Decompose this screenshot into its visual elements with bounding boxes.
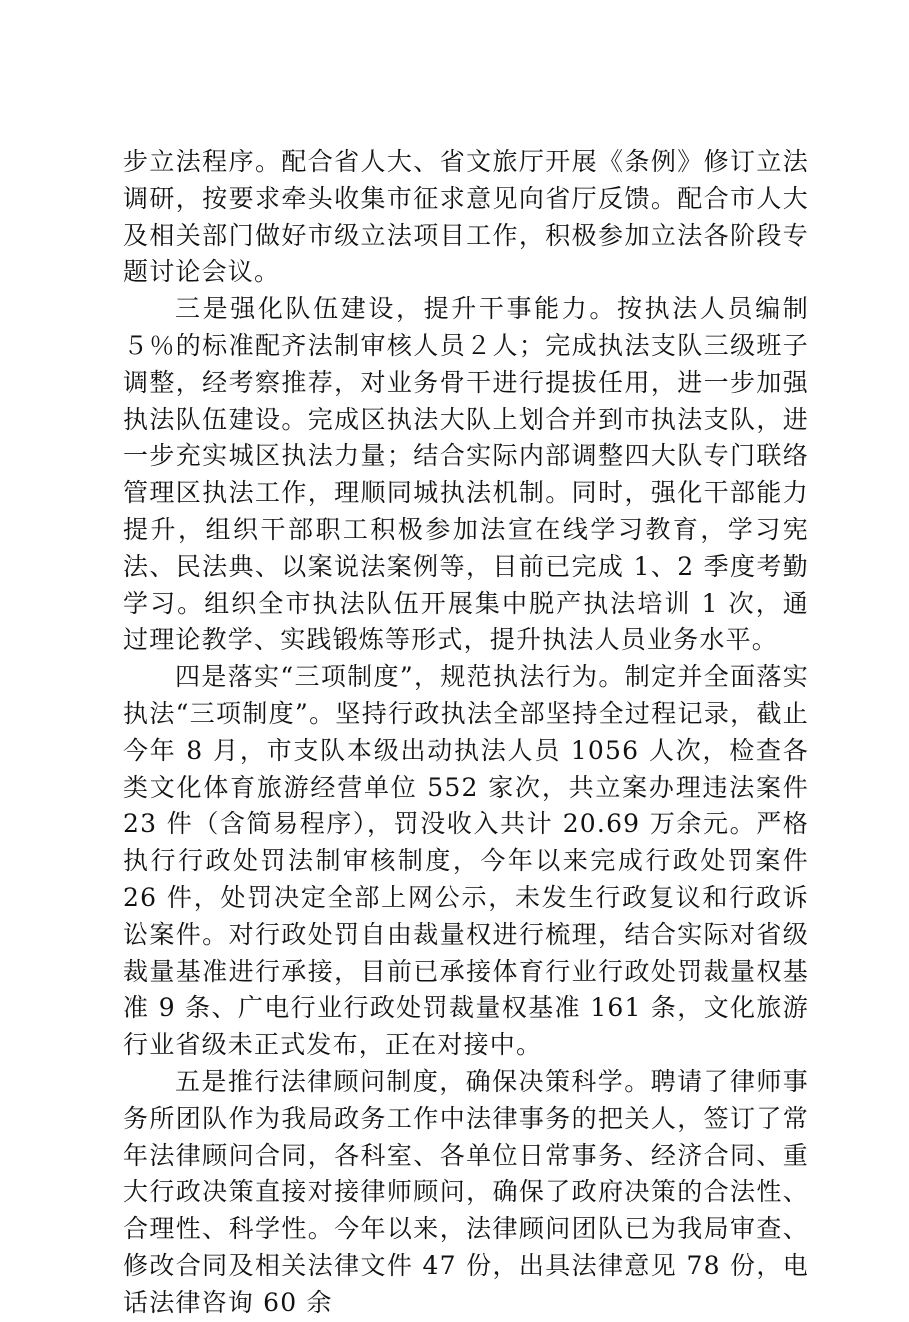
paragraph-legislation: 步立法程序。配合省人大、省文旅厅开展《条例》修订立法调研，按要求牵头收集市征求意见向省厅反馈。配合市人大及相关部门做好市级立法项目工作，积极参加立法各阶段专题讨论会议。	[123, 147, 809, 287]
paragraph-legal-counsel: 五是推行法律顾问制度，确保决策科学。聘请了律师事务所团队作为我局政务工作中法律事务的把关人，签订了常年法律顾问合同，各科室、各单位日常事务、经济合同、重大行政决策直接对接律师顾问，确保了政府决策的合法性、合理性、科学性。今年以来，法律顾问团队已为我局审查、修改合同及相关法律文件 47 份，出具法律意见 78 份，电话法律咨询 60 余	[123, 1066, 809, 1317]
document-body	[123, 144, 809, 1322]
paragraph-three-systems: 四是落实“三项制度”，规范执法行为。制定并全面落实执法“三项制度”。坚持行政执法全部坚持全过程记录，截止今年 8 月，市支队本级出动执法人员 1056 人次，检查各类文化体育旅游经营单位 552 家次，共立案办理违法案件 23 件（含简易程序），罚没收入共计 20.69 万余元。严格执行行政处罚法制审核制度，今年以来完成行政处罚案件 26 件，处罚决定全部上网公示，未发生行政复议和行政诉讼案件。对行政处罚自由裁量权进行梳理，结合实际对省级裁量基准进行承接，目前已承接体育行业行政处罚裁量权基准 9 条、广电行业行政处罚裁量权基准 161 条，文化旅游行业省级未正式发布，正在对接中。	[123, 662, 809, 1060]
paragraph-team-building: 三是强化队伍建设，提升干事能力。按执法人员编制５％的标准配齐法制审核人员２人；完成执法支队三级班子调整，经考察推荐，对业务骨干进行提拔任用，进一步加强执法队伍建设。完成区执法大队上划合并到市执法支队，进一步充实城区执法力量；结合实际内部调整四大队专门联络管理区执法工作，理顺同城执法机制。同时，强化干部能力提升，组织干部职工积极参加法宣在线学习教育，学习宪法、民法典、以案说法案例等，目前已完成 1、2 季度考勤学习。组织全市执法队伍开展集中脱产执法培训 1 次，通过理论教学、实践锻炼等形式，提升执法人员业务水平。	[123, 294, 809, 655]
